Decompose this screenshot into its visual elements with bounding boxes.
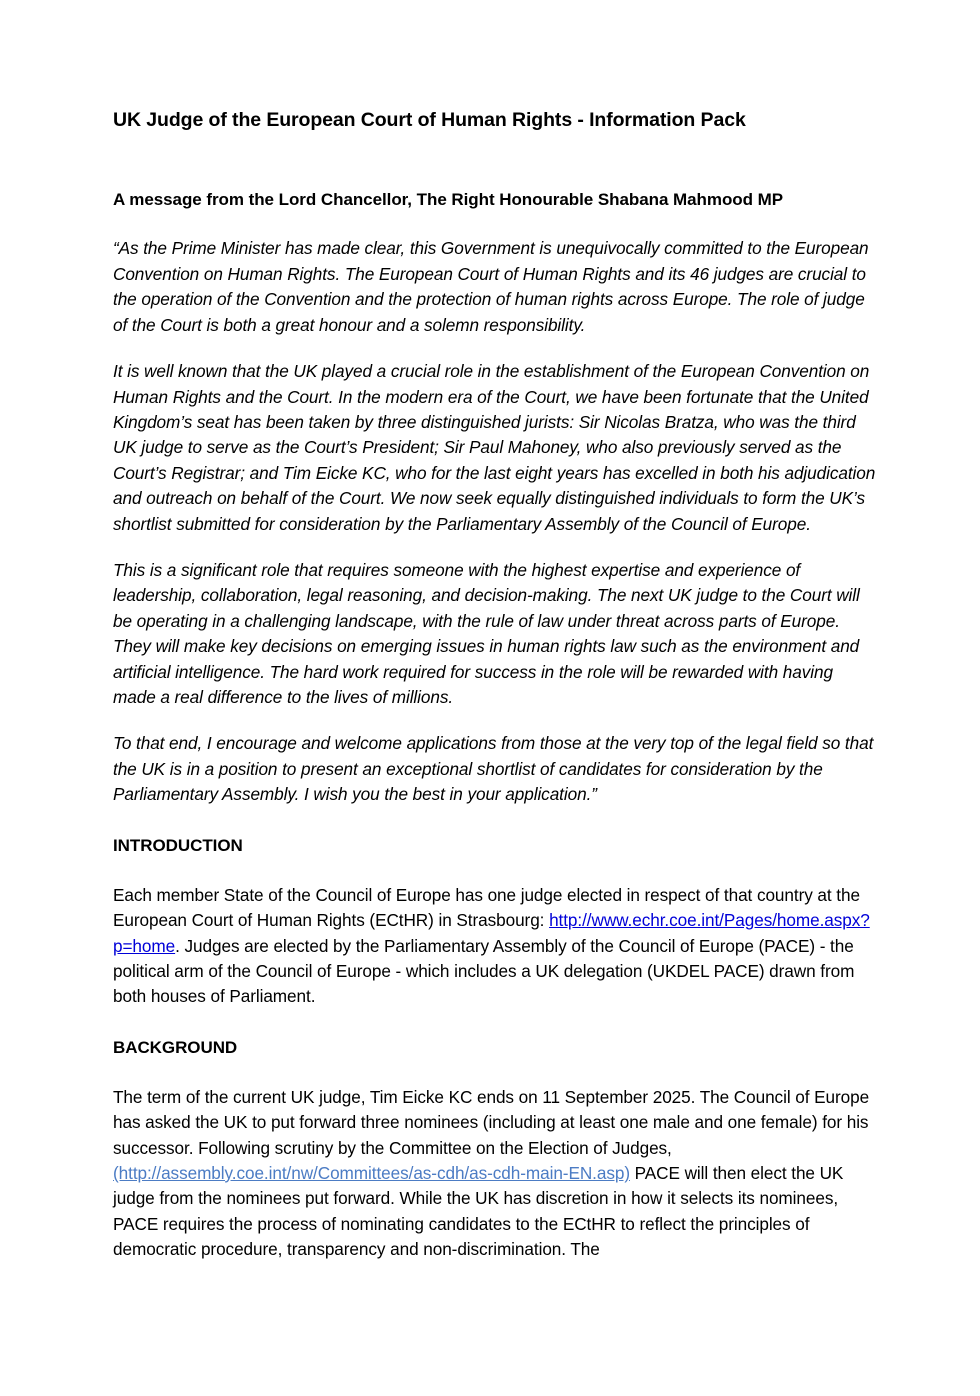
message-paragraph-1: “As the Prime Minister has made clear, this Government is unequivocally committed to the European Convention on Human Rights. The European Court of Human Rights and its 46 judges are crucial to the operation of the Convention and the protection of human rights across Europe. The role of judge of the Court is both a great honour and a solemn responsibility. (113, 238, 869, 335)
message-paragraph-3: This is a significant role that requires someone with the highest expertise and experience of leadership, collaboration, legal reasoning, and decision-making. The next UK judge to the Court will be operating in a challenging landscape, with the rule of law under threat across parts of Europe. They will make key decisions on emerging issues in human rights law such as the environment and artificial intelligence. The hard work required for success in the role will be rewarded with having made a real difference to the lives of millions. (113, 559, 860, 707)
introduction-heading: INTRODUCTION (113, 835, 243, 855)
background-text-after-link: PACE will then elect the UK judge from the nominees put forward. While the UK has discretion in how it selects its nominees, PACE requires the process of nominating candidates to the ECtHR to reflect the principles of democratic procedure, transparency and non-discrimination. The (113, 1163, 844, 1260)
lord-chancellor-message-heading: A message from the Lord Chancellor, The Right Honourable Shabana Mahmood MP (113, 190, 784, 210)
background-text-before-link: The term of the current UK judge, Tim Eicke KC ends on 11 September 2025. The Council of Europe has asked the UK to put forward three nominees (including at least one male and one female) for his successor. Following scrutiny by the Committee on the Election of Judges, (113, 1086, 870, 1158)
background-paragraph (113, 1085, 878, 1263)
page-title: UK Judge of the European Court of Human Rights - Information Pack (113, 109, 746, 131)
introduction-paragraph (113, 883, 878, 1010)
pace-committee-link[interactable]: (http://assembly.coe.int/nw/Committees/as-cdh/as-cdh-main-EN.asp) (113, 1163, 630, 1184)
background-heading: BACKGROUND (113, 1037, 238, 1057)
introduction-text-before-link: Each member State of the Council of Europe has one judge elected in respect of that country at the European Court of Human Rights (ECtHR) in Strasbourg: (113, 884, 860, 931)
echr-website-link[interactable]: http://www.echr.coe.int/Pages/home.aspx?p=home (113, 910, 870, 956)
message-paragraph-2: It is well known that the UK played a crucial role in the establishment of the European Convention on Human Rights and the Court. In the modern era of the Court, we have been fortunate that the United Kingdom’s seat has been taken by three distinguished jurists: Sir Nicolas Bratza, who was the third UK judge to serve as the Court’s President; Sir Paul Mahoney, who also previously served as the Court’s Registrar; and Tim Eicke KC, who for the last eight years has excelled in both his adjudication and outreach on behalf of the Court. We now seek equally distinguished individuals to form the UK’s shortlist submitted for consideration by the Parliamentary Assembly of the Council of Europe. (113, 361, 876, 534)
message-paragraph-4: To that end, I encourage and welcome applications from those at the very top of the legal field so that the UK is in a position to present an exceptional shortlist of candidates for consideration by the Parliamentary Assembly. I wish you the best in your application.” (113, 733, 874, 805)
introduction-text-after-link: . Judges are elected by the Parliamentary Assembly of the Council of Europe (PACE) - the political arm of the Council of Europe - which includes a UK delegation (UKDEL PACE) drawn from both houses of Parliament. (113, 935, 855, 1007)
